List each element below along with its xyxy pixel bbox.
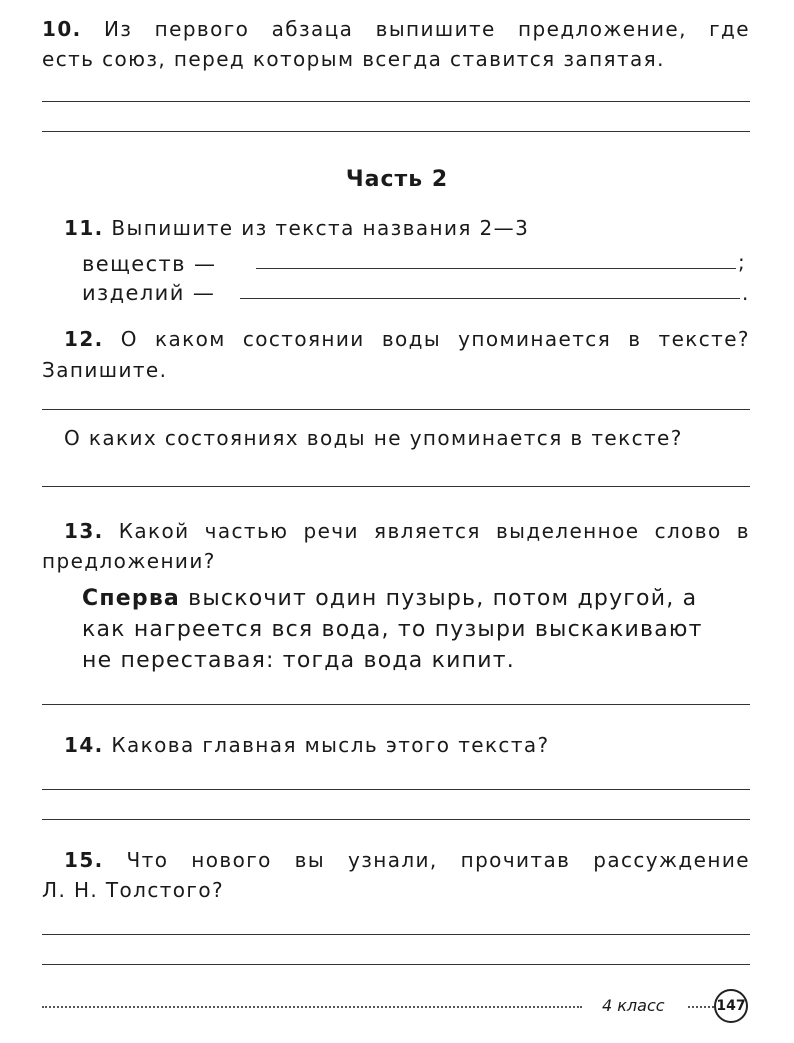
q13-word: речи [303, 519, 359, 543]
q11-row2-end: . [742, 281, 750, 305]
q13-line1 [64, 519, 750, 543]
q10-word: предложение, [518, 17, 687, 41]
q12-word: тексте? [658, 327, 750, 351]
footer-grade: 4 класс [602, 996, 665, 1015]
part2-title: Часть 2 [345, 167, 449, 192]
q11-number: 11. [64, 216, 104, 240]
q10-word: где [709, 17, 750, 41]
q11-row2-label: изделий — [82, 281, 216, 305]
q12-word: О [120, 327, 138, 351]
q10-number: 10. [42, 17, 82, 41]
q11-text: Выпишите из текста названия 2—3 [111, 216, 530, 240]
q14-text: Какова главная мысль этого текста? [111, 733, 550, 757]
q12-sub-question: О каких состояниях воды не упоминается в тексте? [64, 426, 683, 450]
q15-line1 [64, 848, 750, 872]
quote-text: выскочит один пузырь, потом другой, а [179, 586, 698, 611]
q11-row1-answer-line[interactable] [256, 268, 736, 269]
q12-word: состоянии [242, 327, 365, 351]
q15-word: рассуждение [593, 848, 750, 872]
footer-dotted-line [688, 1006, 714, 1008]
q13-quote-line2: как нагреется вся вода, то пузыри выскакивают [82, 617, 703, 642]
q13-number: 13. [64, 519, 104, 543]
answer-line[interactable] [42, 131, 750, 132]
q10-word: первого [154, 17, 250, 41]
q10-line1 [42, 17, 750, 41]
q11-row1-label: веществ — [82, 252, 217, 276]
q13-word: частью [204, 519, 289, 543]
q13-word: в [736, 519, 750, 543]
answer-line[interactable] [42, 819, 750, 820]
q12-word: воды [381, 327, 442, 351]
q12-line2: Запишите. [42, 358, 168, 382]
footer-dotted-line [42, 1006, 582, 1008]
q13-word: Какой [118, 519, 190, 543]
q14-number: 14. [64, 733, 104, 757]
highlighted-word: Сперва [82, 586, 180, 611]
q14-line1 [64, 733, 550, 757]
q10-word: выпишите [375, 17, 496, 41]
q15-line2: Л. Н. Толстого? [42, 878, 224, 902]
q15-word: нового [191, 848, 272, 872]
q10-word: Из [103, 17, 133, 41]
answer-line[interactable] [42, 101, 750, 102]
q12-line1 [64, 327, 750, 351]
answer-line[interactable] [42, 704, 750, 705]
q13-word: слово [654, 519, 722, 543]
q10-line2: есть союз, перед которым всегда ставится запятая. [42, 47, 665, 71]
answer-line[interactable] [42, 934, 750, 935]
q15-word: прочитав [460, 848, 571, 872]
page-number: 147 [716, 998, 746, 1014]
q12-word: в [628, 327, 642, 351]
page-number-badge [714, 989, 748, 1023]
q10-word: абзаца [271, 17, 354, 41]
q15-word: вы [294, 848, 326, 872]
q15-word: узнали, [347, 848, 438, 872]
q13-word: является [374, 519, 481, 543]
answer-line[interactable] [42, 409, 750, 410]
q13-line2: предложении? [42, 549, 216, 573]
q12-word: каком [155, 327, 226, 351]
answer-line[interactable] [42, 789, 750, 790]
q13-quote-line3: не переставая: тогда вода кипит. [82, 648, 515, 673]
q12-number: 12. [64, 327, 104, 351]
q11-row2-answer-line[interactable] [240, 298, 740, 299]
answer-line[interactable] [42, 486, 750, 487]
q13-word: выделенное [495, 519, 640, 543]
q15-word: Что [126, 848, 169, 872]
q15-number: 15. [64, 848, 104, 872]
q11-row1-end: ; [738, 250, 747, 274]
answer-line[interactable] [42, 964, 750, 965]
q13-quote-line1 [82, 586, 697, 611]
q12-word: упоминается [458, 327, 612, 351]
q11-line1 [64, 216, 529, 240]
